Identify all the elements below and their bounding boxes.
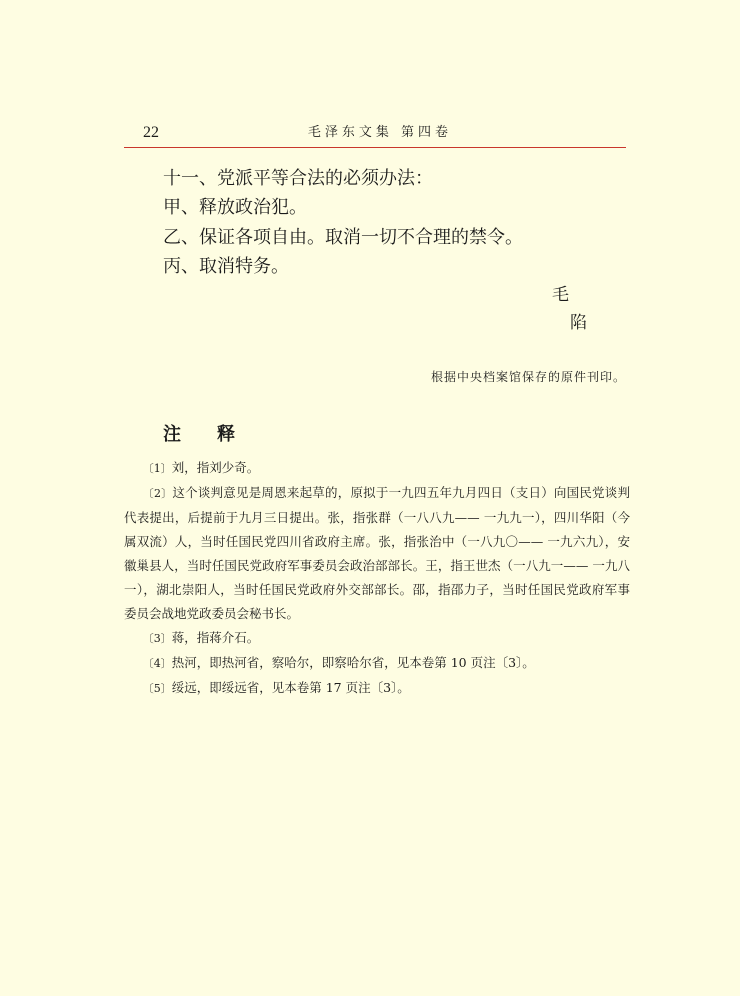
body-line: 丙、取消特务。 — [163, 256, 289, 277]
source-note: 根据中央档案馆保存的原件刊印。 — [430, 370, 626, 384]
note-item — [124, 676, 630, 701]
note-number: 〔3〕 — [142, 632, 172, 645]
notes-heading-char: 释 — [217, 424, 235, 445]
notes-heading-char: 注 — [163, 424, 181, 445]
note-number: 〔1〕 — [142, 462, 172, 475]
note-number: 〔5〕 — [142, 682, 172, 695]
note-item — [124, 651, 630, 676]
header-rule — [124, 147, 626, 148]
note-text: 这个谈判意见是周恩来起草的，原拟于一九四五年九月四日（支日）向国民党谈判代表提出，后提前于九月三日提出。张，指张群（一八八九—— 一九九一），四川华阳（今属双流）人，当时任国民党四川省政府主席。张，指张治中（一八九〇—— 一九六九），安徽巢县人，当时任国民党政府军事委员会政治部部长。王，指王世杰（一八九一—— 一九八一），湖北崇阳人，当时任国民党政府外交部部长。邵，指邵力子，当时任国民党政府军事委员会战地党政委员会秘书长。 — [124, 485, 630, 621]
body-line: 甲、释放政治犯。 — [163, 197, 307, 218]
note-item — [124, 626, 630, 651]
note-text: 绥远，即绥远省，见本卷第 17 页注〔3〕。 — [171, 680, 410, 695]
note-text: 刘，指刘少奇。 — [171, 460, 260, 475]
body-line: 十一、党派平等合法的必须办法： — [163, 168, 433, 189]
note-text: 蒋，指蒋介石。 — [171, 630, 260, 645]
note-item — [124, 456, 630, 481]
note-item — [124, 481, 630, 626]
running-title: 毛泽东文集 第四卷 — [307, 125, 453, 140]
notes-list — [124, 456, 630, 701]
signature-char: 毛 — [552, 285, 569, 305]
note-number: 〔2〕 — [142, 487, 173, 500]
signature-char: 陷 — [570, 313, 587, 333]
notes-heading — [163, 423, 235, 447]
body-line: 乙、保证各项自由。取消一切不合理的禁令。 — [163, 227, 523, 248]
note-text: 热河，即热河省，察哈尔，即察哈尔省，见本卷第 10 页注〔3〕。 — [171, 655, 535, 670]
note-number: 〔4〕 — [142, 657, 172, 670]
page-number: 22 — [143, 124, 159, 141]
